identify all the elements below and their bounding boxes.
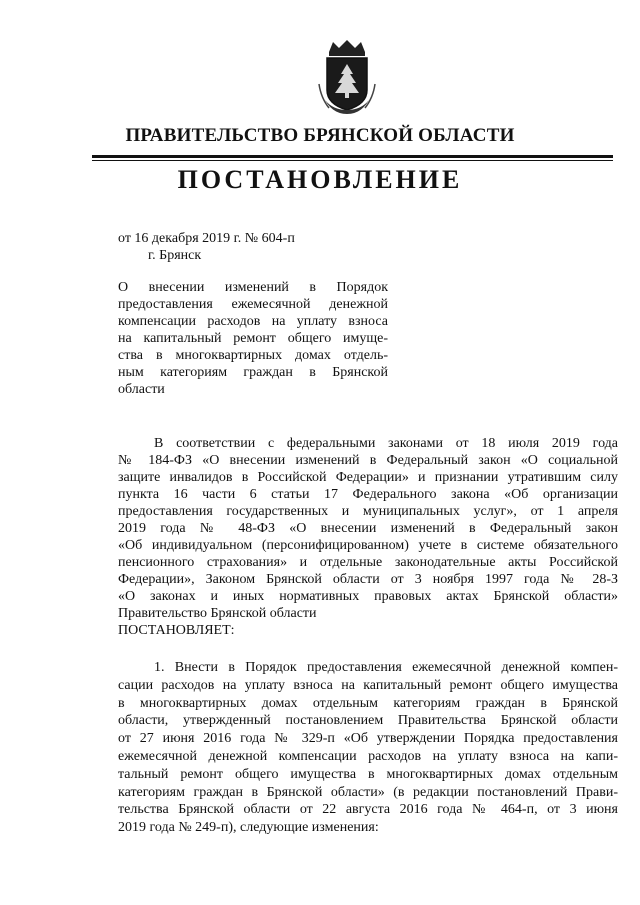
decree-word: ПОСТАНОВЛЯЕТ: (118, 623, 235, 638)
document-meta (118, 230, 295, 264)
item-1-line: от 27 июня 2016 года № 329-п «Об утверждении Порядка предоставления (118, 731, 618, 747)
preamble-line: «О законах и иных нормативных правовых актах Брянской области» (118, 589, 618, 604)
bryansk-coat-of-arms-icon (317, 38, 377, 116)
item-1-line: области, утвержденный постановлением Правительства Брянской области (118, 713, 618, 729)
document-subject (118, 279, 388, 398)
subject-line: ства в многоквартирных домах отдель- (118, 348, 388, 363)
subject-line: компенсации расходов на уплату взноса (118, 314, 388, 329)
preamble-line: предоставления государственных и муниципальных услуг», от 1 апреля (118, 504, 618, 519)
preamble-line: В соответствии с федеральными законами от 18 июля 2019 года (154, 436, 618, 451)
preamble-line: Федерации», Законом Брянской области от 3 ноября 1997 года № 28-З (118, 572, 618, 587)
preamble-line: защите инвалидов в Российской Федерации» и признании утратившим силу (118, 470, 618, 485)
preamble-line: 2019 года № 48-ФЗ «О внесении изменений в Федеральный закон (118, 521, 618, 536)
date-number-line: от 16 декабря 2019 г. № 604-п (118, 231, 295, 246)
item-1-line: 2019 года № 249-п), следующие изменения: (118, 820, 379, 836)
item-1-line: тельства Брянской области от 22 августа 2016 года № 464-п, от 3 июня (118, 802, 618, 818)
preamble-line: пенсионного страхования» и отдельные законодательные акты Российской (118, 555, 618, 570)
document-type-title: ПОСТАНОВЛЕНИЕ (177, 165, 463, 194)
header-rule-thin (92, 160, 613, 161)
preamble-line: «Об индивидуальном (персонифицированном) учете в системе обязательного (118, 538, 618, 553)
item-1-paragraph (118, 659, 618, 837)
item-1-line: тальный ремонт общего имущества в многоквартирных домах отдельным (118, 766, 618, 782)
subject-line: предоставления ежемесячной денежной (118, 297, 388, 312)
preamble-line: Правительство Брянской области (118, 606, 317, 621)
city-line: г. Брянск (148, 248, 202, 263)
subject-line: области (118, 382, 165, 397)
header-rule-thick (92, 155, 613, 158)
item-1-line: ежемесячной денежной компенсации расходов на уплату взноса на капи- (118, 748, 618, 764)
subject-line: О внесении изменений в Порядок (118, 280, 388, 295)
subject-line: на капитальный ремонт общего имуще- (118, 331, 388, 346)
government-title: ПРАВИТЕЛЬСТВО БРЯНСКОЙ ОБЛАСТИ (125, 125, 515, 146)
item-1-line: сации расходов на уплату взноса на капитальный ремонт общего имущества (118, 677, 618, 693)
preamble-paragraph (118, 435, 618, 665)
item-1-line: категориям граждан в Брянской области» (в редакции постановлений Прави- (118, 784, 618, 800)
item-1-line: в многоквартирных домах отдельным категориям граждан в Брянской (118, 695, 618, 711)
subject-line: ным категориям граждан в Брянской (118, 365, 388, 380)
preamble-line: пункта 16 части 6 статьи 17 Федерального закона «Об организации (118, 487, 618, 502)
item-1-line: 1. Внести в Порядок предоставления ежемесячной денежной компен- (154, 660, 618, 675)
preamble-line: № 184-ФЗ «О внесении изменений в Федеральный закон «О социальной (118, 453, 618, 468)
